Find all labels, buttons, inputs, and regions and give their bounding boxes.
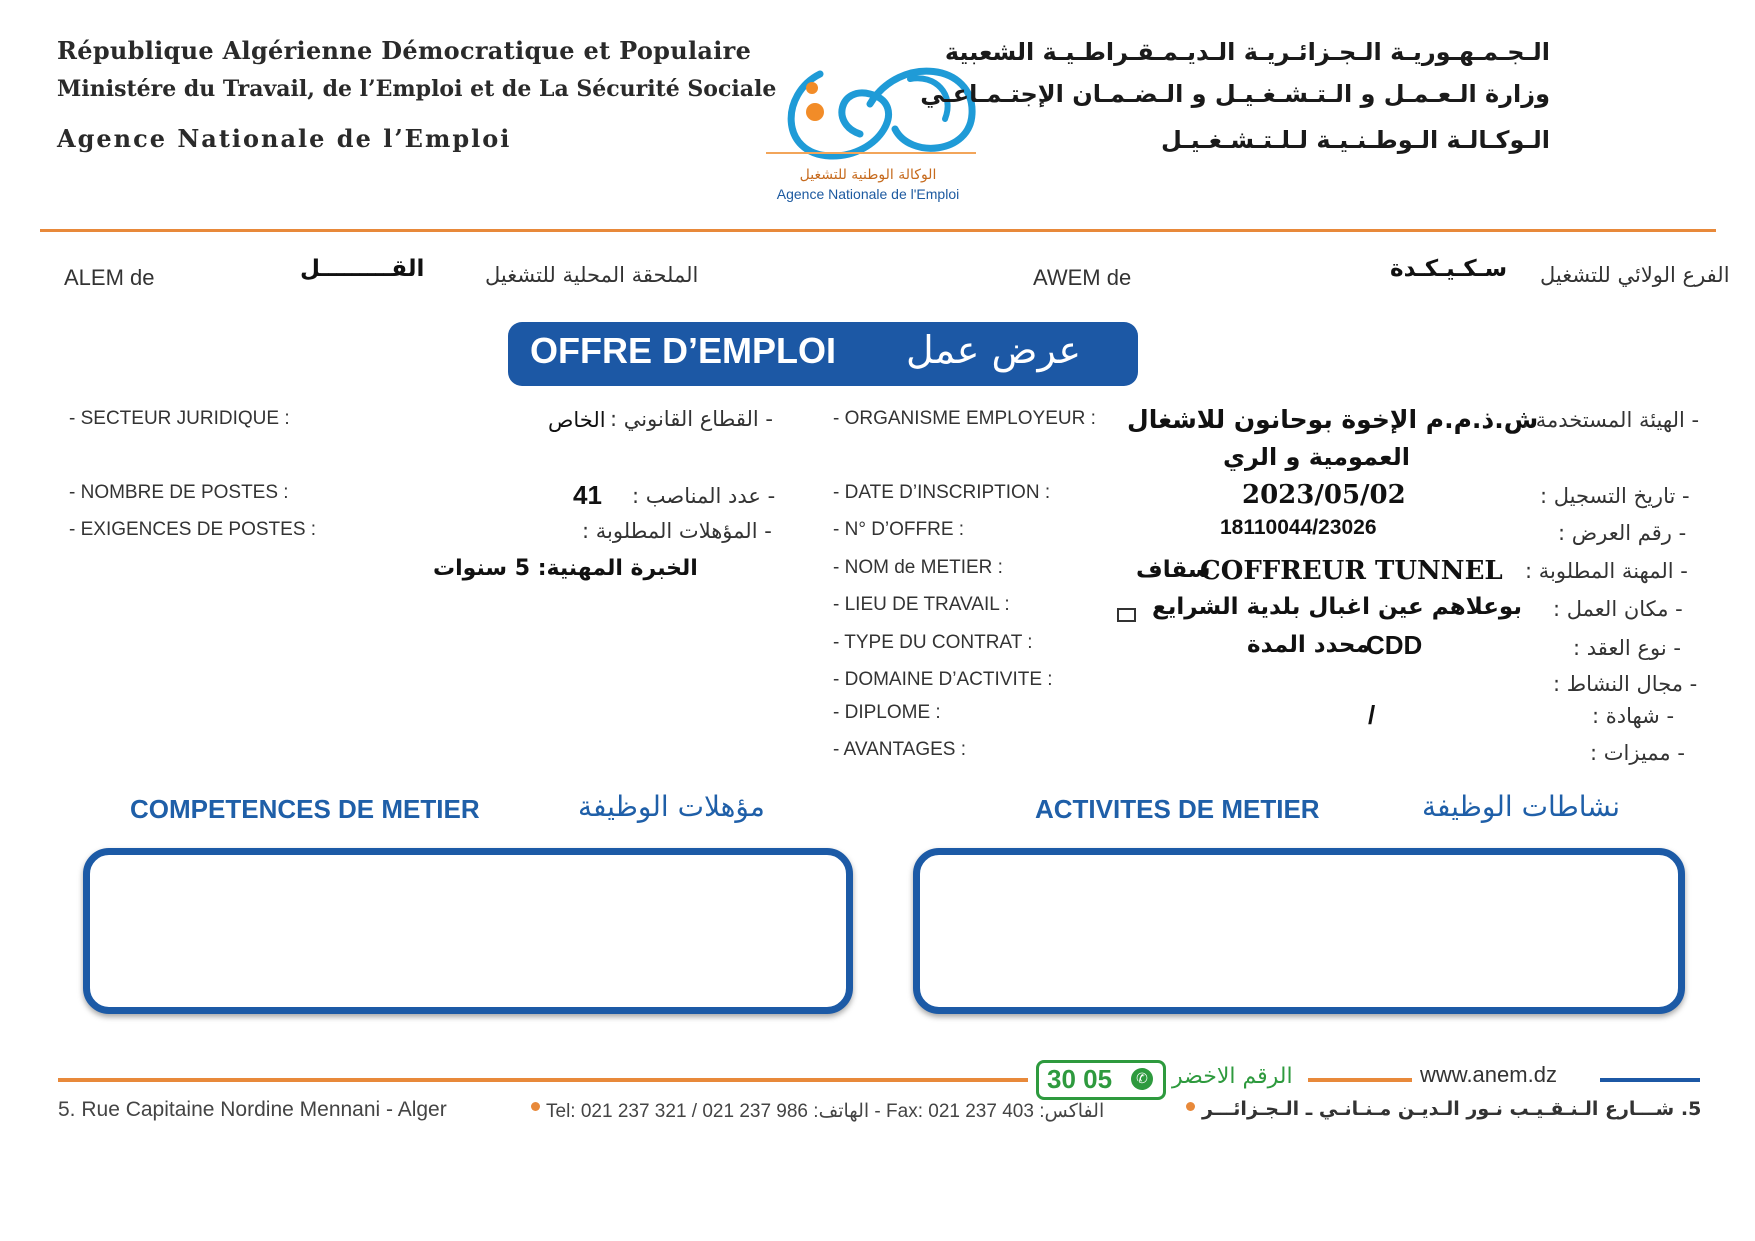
header-fr-agency: Agence Nationale de l’Emploi xyxy=(57,124,512,153)
diplome-value: / xyxy=(1368,700,1376,730)
awem-label-ar: الفرع الولائي للتشغيل xyxy=(1540,263,1730,287)
footer-bullet-1 xyxy=(531,1102,540,1111)
alem-value: القـــــــــل xyxy=(300,256,425,282)
website-link[interactable]: www.anem.dz xyxy=(1420,1062,1557,1087)
alem-label-ar: الملحقة المحلية للتشغيل xyxy=(485,263,699,287)
offre-value: 18110044/23026 xyxy=(1220,516,1377,539)
offre-label-ar: - رقم العرض : xyxy=(1558,521,1687,545)
metier-label: - NOM de METIER : xyxy=(833,557,1003,578)
activites-title-ar: نشاطات الوظيفة xyxy=(1422,790,1621,823)
green-number-label: الرقم الاخضر xyxy=(1172,1064,1293,1089)
alem-label: ALEM de xyxy=(64,265,155,290)
offer-title-fr: OFFRE D’EMPLOI xyxy=(530,330,836,371)
header-ar-ministry: وزارة الـعـمـل و الـتـشـغـيـل و الـضـمـان الإجتـمـاعـي xyxy=(920,80,1550,108)
awem-label: AWEM de xyxy=(1033,265,1132,290)
header-ar-republic: الـجـمـهـوريـة الـجـزائـريـة الـديـمـقـراطـيـة الشعبية xyxy=(944,38,1550,66)
metier-label-ar: - المهنة المطلوبة : xyxy=(1525,559,1688,583)
lieu-label: - LIEU DE TRAVAIL : xyxy=(833,594,1010,615)
organisme-value-line1: ش.ذ.م.م الإخوة بوحانون للاشغال xyxy=(1127,405,1539,434)
green-number: 30 05 xyxy=(1047,1064,1113,1094)
postes-label: - NOMBRE DE POSTES : xyxy=(69,482,289,503)
phone-icon: ✆ xyxy=(1131,1068,1153,1090)
contrat-label: - TYPE DU CONTRAT : xyxy=(833,632,1033,653)
green-number-badge xyxy=(1036,1060,1166,1100)
postes-label-ar: - عدد المناصب : xyxy=(632,484,776,508)
offre-label: - N° D’OFFRE : xyxy=(833,519,965,540)
lieu-checkbox xyxy=(1117,608,1136,622)
lieu-value: بوعلاهم عين اغبال بلدية الشرايع xyxy=(1152,594,1522,620)
avantages-label: - AVANTAGES : xyxy=(833,739,967,760)
awem-value: سـكـيـكـدة xyxy=(1390,256,1508,282)
competences-title: COMPETENCES DE METIER xyxy=(130,794,480,824)
organisme-value-line2: العمومية و الري xyxy=(1223,443,1410,471)
offer-title-ar: عرض عمل xyxy=(906,328,1082,372)
lieu-label-ar: - مكان العمل : xyxy=(1553,597,1683,621)
domaine-label: - DOMAINE D’ACTIVITE : xyxy=(833,669,1053,690)
activites-title: ACTIVITES DE METIER xyxy=(1035,794,1320,824)
footer-rule-right xyxy=(1600,1078,1700,1082)
organisme-label: - ORGANISME EMPLOYEUR : xyxy=(833,408,1096,429)
secteur-label: - SECTEUR JURIDIQUE : xyxy=(69,408,290,429)
domaine-label-ar: - مجال النشاط : xyxy=(1553,672,1698,696)
avantages-label-ar: - مميزات : xyxy=(1590,741,1685,765)
footer-bullet-2 xyxy=(1186,1102,1195,1111)
header-fr-republic: République Algérienne Démocratique et Populaire xyxy=(57,36,752,65)
date-label-ar: - تاريخ التسجيل : xyxy=(1540,484,1690,508)
metier-value-ar: سقاف xyxy=(1136,557,1211,583)
date-value: 2023/05/02 xyxy=(1242,480,1406,510)
footer-address-ar: 5. شـــارع الـنـقـيـب نـور الـديـن مـنـانـي ـ الـجـزائـــر xyxy=(1202,1098,1702,1120)
date-label: - DATE D’INSCRIPTION : xyxy=(833,482,1051,503)
contrat-value-ar: محدد المدة xyxy=(1247,632,1370,658)
diplome-label: - DIPLOME : xyxy=(833,702,941,723)
exigences-label-ar: - المؤهلات المطلوبة : xyxy=(582,519,772,543)
diplome-label-ar: - شهادة : xyxy=(1592,704,1675,728)
footer-address-fr: 5. Rue Capitaine Nordine Mennani - Alger xyxy=(58,1098,447,1121)
secteur-label-ar: - القطاع القانوني : xyxy=(610,407,773,431)
secteur-value: الخاص xyxy=(548,408,606,432)
exigences-value: الخبرة المهنية: 5 سنوات xyxy=(433,556,698,581)
offer-title-banner xyxy=(508,322,1138,386)
metier-value-fr: COFFREUR TUNNEL xyxy=(1200,556,1503,586)
logo-fr-text: Agence Nationale de l'Emploi xyxy=(776,186,960,202)
competences-title-ar: مؤهلات الوظيفة xyxy=(578,790,765,823)
competences-box xyxy=(83,848,853,1014)
header-divider xyxy=(40,229,1716,232)
organisme-label-ar: - الهيئة المستخدمة : xyxy=(1522,408,1700,432)
activites-box xyxy=(913,848,1685,1014)
contrat-label-ar: - نوع العقد : xyxy=(1573,636,1681,660)
footer-contact: Tel: 021 237 321 / 021 237 986 :الهاتف - Fax: 021 237 403 :الفاكس xyxy=(546,1101,1105,1122)
exigences-label: - EXIGENCES DE POSTES : xyxy=(69,519,317,540)
logo-ar-text: الوكالة الوطنية للتشغيل xyxy=(799,167,937,183)
header-ar-agency: الـوكـالـة الـوطـنـيـة لـلـتـشـغـيـل xyxy=(1160,126,1550,154)
postes-value: 41 xyxy=(573,480,602,510)
contrat-value-fr: CDD xyxy=(1366,630,1423,660)
footer-rule-mid xyxy=(1308,1078,1412,1082)
footer-rule-left xyxy=(58,1078,1028,1082)
header-fr-ministry: Ministére du Travail, de l’Emploi et de La Sécurité Sociale xyxy=(57,76,777,102)
